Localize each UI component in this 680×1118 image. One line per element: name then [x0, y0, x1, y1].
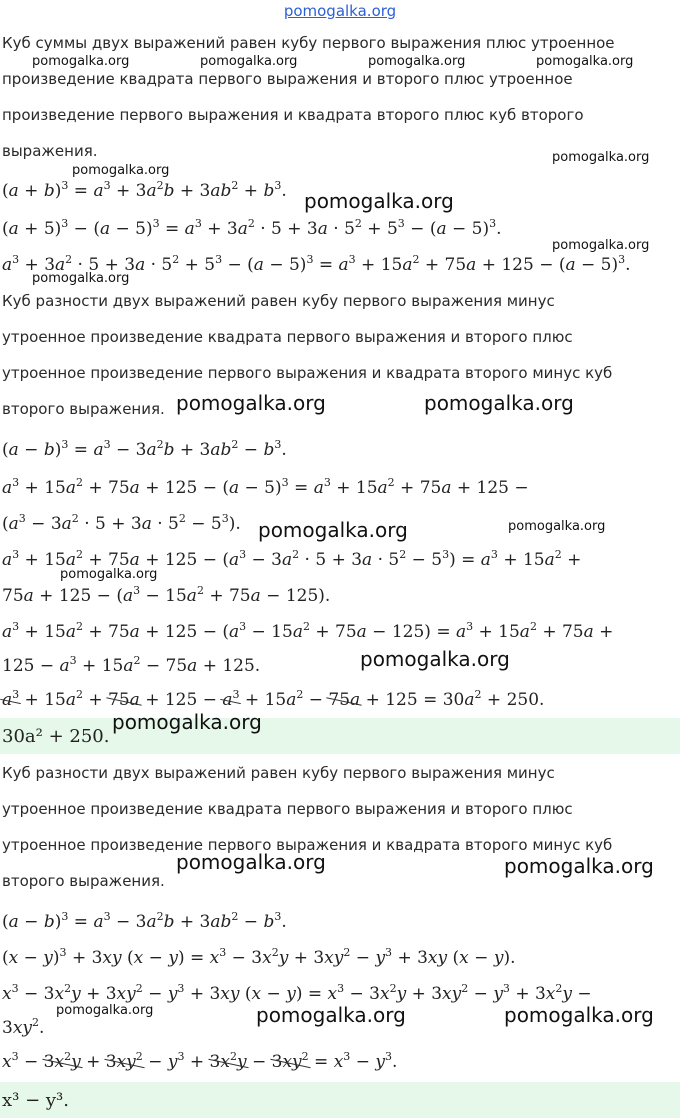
- watermark: pomogalka.org: [72, 163, 170, 178]
- watermark: pomogalka.org: [256, 1003, 406, 1027]
- rule-text-line: второго выражения.: [2, 400, 165, 418]
- watermark: pomogalka.org: [424, 391, 574, 415]
- formula-line: $3xy^2$.: [2, 1016, 45, 1038]
- formula-line: $a^3 + 15a^2 + 75a + 125 - (a - 5)^3 = a^3 + 15a^2 + 75a + 125$ −: [2, 476, 529, 498]
- watermark: pomogalka.org: [304, 189, 454, 213]
- formula-line: $a^3 + 15a^2 + 75a + 125 - (a^3 - 3a^2 \cdot 5 + 3a \cdot 5^2 - 5^3) = a^3 + 15a^2$ +: [2, 548, 582, 570]
- watermark: pomogalka.org: [536, 54, 634, 69]
- site-link[interactable]: pomogalka.org: [283, 2, 397, 20]
- rule-text-line: утроенное произведение квадрата первого выражения и второго плюс: [2, 800, 573, 818]
- answer-highlight: [0, 1082, 680, 1118]
- formula-line: $a^3 + 15a^2 + 75a + 125 - a^3 + 15a^2 - 75a + 125 = 30a^2 + 250$.: [2, 688, 545, 710]
- formula-line: $(a^3 - 3a^2 \cdot 5 + 3a \cdot 5^2 - 5^3)$.: [2, 512, 241, 534]
- rule-text-line: утроенное произведение квадрата первого выражения и второго плюс: [2, 328, 573, 346]
- formula-line: $125 - a^3 + 15a^2 - 75a + 125$.: [2, 654, 261, 676]
- watermark: pomogalka.org: [32, 54, 130, 69]
- watermark: pomogalka.org: [504, 1003, 654, 1027]
- rule-text-line: Куб разности двух выражений равен кубу первого выражения минус: [2, 764, 555, 782]
- watermark: pomogalka.org: [504, 854, 654, 878]
- formula-line: $x^3 - 3x^2y + 3xy^2 - y^3 + 3x^2y - 3xy^2 = x^3 - y^3$.: [2, 1050, 398, 1072]
- formula-line: $a^3 + 3a^2 \cdot 5 + 3a \cdot 5^2 + 5^3 - (a - 5)^3 = a^3 + 15a^2 + 75a + 125 - (a - 5)^3$.: [2, 253, 631, 275]
- formula-line: $a^3 + 15a^2 + 75a + 125 - (a^3 - 15a^2 + 75a - 125) = a^3 + 15a^2 + 75a$ +: [2, 620, 614, 642]
- rule-text-line: произведение квадрата первого выражения и второго плюс утроенное: [2, 70, 573, 88]
- formula-line: $75a + 125 - (a^3 - 15a^2 + 75a - 125)$.: [2, 584, 331, 606]
- rule-text-line: второго выражения.: [2, 872, 165, 890]
- watermark: pomogalka.org: [552, 238, 650, 253]
- formula-line: $(a + 5)^3 - (a - 5)^3 = a^3 + 3a^2 \cdot 5 + 3a \cdot 5^2 + 5^3 - (a - 5)^3$.: [2, 217, 502, 239]
- rule-text-line: утроенное произведение первого выражения и квадрата второго минус куб: [2, 364, 613, 382]
- formula-line: $x^3 - 3x^2y + 3xy^2 - y^3 + 3xy$ $(x - y) = x^3 - 3x^2y + 3xy^2 - y^3 + 3x^2y$ −: [2, 982, 592, 1004]
- formula-line: $(x - y)^3 + 3xy$ $(x - y) = x^3 - 3x^2y + 3xy^2 - y^3 + 3xy$ (x − y).: [2, 946, 516, 968]
- watermark: pomogalka.org: [258, 518, 408, 542]
- watermark: pomogalka.org: [200, 54, 298, 69]
- formula-line: $(a - b)^3 = a^3 - 3a^2b + 3ab^2 - b^3$.: [2, 910, 287, 932]
- rule-text-line: выражения.: [2, 142, 98, 160]
- watermark: pomogalka.org: [32, 271, 130, 286]
- watermark: pomogalka.org: [508, 519, 606, 534]
- watermark: pomogalka.org: [176, 391, 326, 415]
- rule-text-line: Куб суммы двух выражений равен кубу первого выражения плюс утроенное: [2, 34, 615, 52]
- watermark: pomogalka.org: [176, 850, 326, 874]
- rule-text-line: произведение первого выражения и квадрата второго плюс куб второго: [2, 106, 584, 124]
- formula-line: $(a + b)^3 = a^3 + 3a^2b + 3ab^2 + b^3$.: [2, 179, 287, 201]
- answer-1: 30a² + 250.: [2, 726, 110, 747]
- watermark: pomogalka.org: [368, 54, 466, 69]
- watermark: pomogalka.org: [360, 647, 510, 671]
- watermark: pomogalka.org: [552, 150, 650, 165]
- formula-line: $(a - b)^3 = a^3 - 3a^2b + 3ab^2 - b^3$.: [2, 438, 287, 460]
- watermark: pomogalka.org: [56, 1003, 154, 1018]
- watermark: pomogalka.org: [60, 567, 158, 582]
- watermark: pomogalka.org: [112, 710, 262, 734]
- rule-text-line: утроенное произведение первого выражения и квадрата второго минус куб: [2, 836, 613, 854]
- rule-text-line: Куб разности двух выражений равен кубу первого выражения минус: [2, 292, 555, 310]
- answer-2: x³ − y³.: [2, 1090, 69, 1111]
